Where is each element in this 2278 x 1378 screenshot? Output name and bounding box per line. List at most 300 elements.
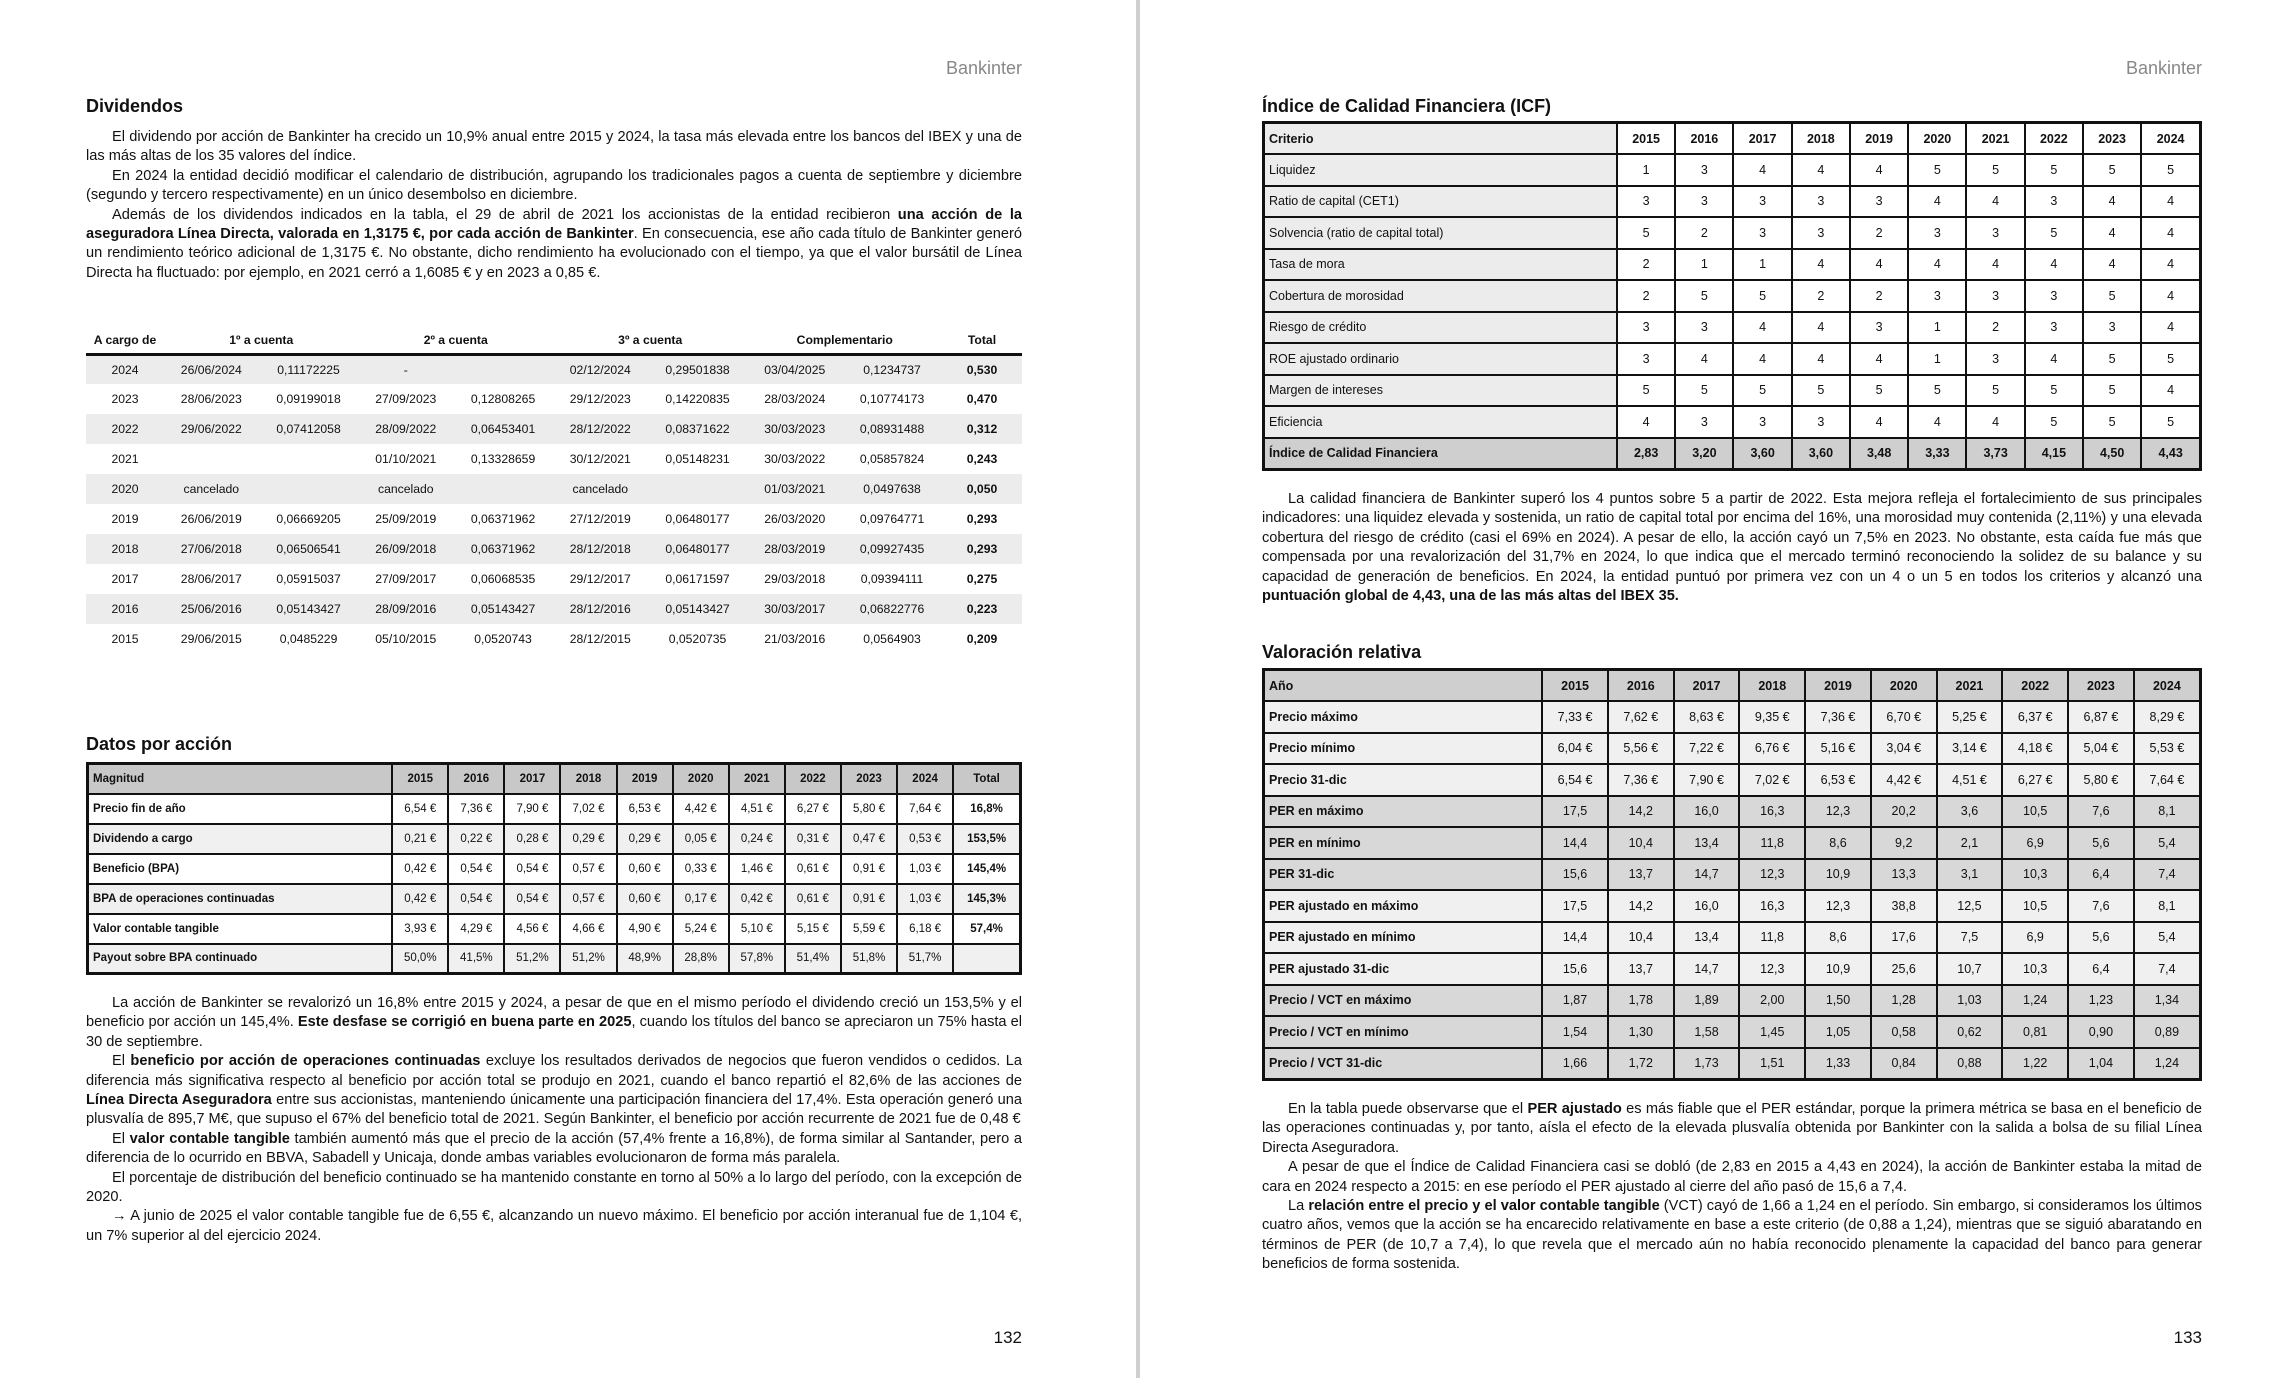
table-row — [1264, 953, 2201, 985]
dividend-cell: 28/12/2016 — [553, 594, 648, 624]
table-row — [88, 884, 1021, 914]
value-cell: 7,90 € — [504, 794, 560, 824]
dividend-cell: 29/03/2018 — [764, 572, 826, 586]
value-cell: 4 — [1617, 406, 1675, 438]
value-cell: 1,46 € — [729, 854, 785, 884]
paragraph: → A junio de 2025 el valor contable tangible fue de 6,55 €, alcanzando un nuevo máximo. El beneficio por acción interanual fue de 1,104 €, un 7% superior al del ejercicio 2024. — [86, 1208, 1022, 1244]
dividend-cell: 01/03/2021 — [747, 474, 842, 504]
value-cell: 6,53 € — [617, 794, 673, 824]
value-cell: 4,66 € — [560, 914, 616, 944]
column-header: 2017 — [504, 764, 560, 794]
value-cell: 14,7 — [1674, 953, 1740, 985]
table-row — [88, 944, 1021, 974]
value-cell: 7,36 € — [448, 794, 504, 824]
value-cell: 6,54 € — [1542, 764, 1608, 796]
value-cell: 0,62 — [1937, 1016, 2003, 1048]
row-label: Margen de intereses — [1264, 375, 1617, 407]
dividend-cell: 26/03/2020 — [764, 512, 826, 526]
value-cell: 0,54 € — [448, 854, 504, 884]
value-cell: 3 — [1966, 343, 2024, 375]
value-cell: 14,7 — [1674, 859, 1740, 891]
value-cell: 11,8 — [1739, 922, 1805, 954]
value-cell: 1,23 — [2068, 985, 2134, 1017]
dividend-cell: 25/09/2019 — [375, 512, 437, 526]
value-cell: 5 — [1617, 217, 1675, 249]
column-header: 2019 — [617, 764, 673, 794]
section-title-icf: Índice de Calidad Financiera (ICF) — [1262, 96, 1552, 116]
row-label: Payout sobre BPA continuado — [88, 944, 393, 974]
dividend-row — [86, 564, 1022, 594]
dividend-cell: 0,0564903 — [863, 632, 921, 646]
value-cell: 4 — [1792, 249, 1850, 281]
table-row — [1264, 1016, 2201, 1048]
value-cell: 2 — [1792, 280, 1850, 312]
value-cell: 12,3 — [1739, 859, 1805, 891]
value-cell: 20,2 — [1871, 796, 1937, 828]
column-header: 2021 — [1966, 123, 2024, 155]
value-cell: 4 — [1908, 186, 1966, 218]
value-cell: 16,3 — [1739, 796, 1805, 828]
value-cell: 0,54 € — [504, 884, 560, 914]
total-cell: 0,312 — [942, 414, 1022, 444]
value-cell: 4 — [2141, 217, 2200, 249]
value-cell: 1,78 — [1608, 985, 1674, 1017]
column-header: 2017 — [1674, 670, 1740, 702]
valoracion-header-row — [1264, 670, 2201, 702]
value-cell: 1 — [1617, 154, 1675, 186]
total-cell: 0,470 — [966, 392, 998, 406]
dividend-row — [86, 414, 1022, 444]
value-cell: 13,7 — [1608, 953, 1674, 985]
dividend-cell — [453, 474, 553, 504]
value-cell: 5 — [1733, 280, 1791, 312]
value-cell: 1,24 — [2134, 1048, 2201, 1080]
total-cell: 0,223 — [942, 594, 1022, 624]
dividend-cell: 01/10/2021 — [375, 452, 437, 466]
value-cell: 8,63 € — [1674, 701, 1740, 733]
value-cell: 8,6 — [1805, 922, 1871, 954]
value-cell: 0,61 € — [785, 854, 841, 884]
row-label: Precio / VCT 31-dic — [1264, 1048, 1543, 1080]
value-cell: 5 — [2141, 406, 2200, 438]
value-cell: 6,04 € — [1542, 733, 1608, 765]
value-cell: 16,0 — [1674, 796, 1740, 828]
table-row — [88, 824, 1021, 854]
value-cell: 0,42 € — [392, 854, 448, 884]
value-cell: 0,29 € — [560, 824, 616, 854]
value-cell: 8,6 — [1805, 827, 1871, 859]
table-row — [1264, 733, 2201, 765]
column-header: A cargo de — [86, 328, 164, 354]
dividend-cell: 29/06/2022 — [164, 414, 259, 444]
row-label: PER ajustado en máximo — [1264, 890, 1543, 922]
total-cell: 0,209 — [966, 632, 998, 646]
dividend-cell: 0,08371622 — [648, 414, 748, 444]
value-cell: 4 — [1792, 154, 1850, 186]
value-cell: 4 — [1908, 406, 1966, 438]
dividend-cell: - — [358, 354, 453, 384]
row-label: Precio / VCT en máximo — [1264, 985, 1543, 1017]
value-cell: 6,37 € — [2002, 701, 2068, 733]
value-cell: 7,6 — [2068, 796, 2134, 828]
column-header: 2015 — [1542, 670, 1608, 702]
dividend-cell — [453, 354, 553, 384]
value-cell: 51,2% — [560, 944, 616, 974]
value-cell: 0,54 € — [504, 854, 560, 884]
value-cell: 5 — [1908, 154, 1966, 186]
value-cell: 1,24 — [2002, 985, 2068, 1017]
value-cell: 4 — [1850, 154, 1908, 186]
column-header: 2016 — [448, 764, 504, 794]
table-row — [1264, 701, 2201, 733]
value-cell: 6,70 € — [1871, 701, 1937, 733]
value-cell: 4 — [1792, 343, 1850, 375]
value-cell: 5 — [1850, 375, 1908, 407]
table-row — [1264, 375, 2201, 407]
value-cell: 4,56 € — [504, 914, 560, 944]
value-cell: 2,1 — [1937, 827, 2003, 859]
value-cell: 14,2 — [1608, 890, 1674, 922]
value-cell: 7,90 € — [1674, 764, 1740, 796]
column-header: 2021 — [1937, 670, 2003, 702]
row-label: Índice de Calidad Financiera — [1264, 438, 1617, 470]
value-cell: 4 — [1966, 406, 2024, 438]
value-cell: 1,03 € — [897, 884, 953, 914]
dividend-row — [86, 504, 1022, 534]
dividend-cell: 0,06453401 — [453, 414, 553, 444]
column-header: 3º a cuenta — [553, 328, 747, 354]
paragraph: El dividendo por acción de Bankinter ha crecido un 10,9% anual entre 2015 y 2024, la tasa más elevada entre los bancos del IBEX y una de las más altas de los 35 valores del índice. — [86, 129, 1022, 165]
table-row — [1264, 890, 2201, 922]
value-cell: 3 — [1792, 217, 1850, 249]
value-cell: 1,89 — [1674, 985, 1740, 1017]
value-cell: 3,73 — [1966, 438, 2024, 470]
value-cell: 5,25 € — [1937, 701, 2003, 733]
value-cell: 0,58 — [1871, 1016, 1937, 1048]
dividends-table-body — [86, 354, 1022, 654]
value-cell: 3,04 € — [1871, 733, 1937, 765]
column-header: 2023 — [841, 764, 897, 794]
value-cell: 0,42 € — [392, 884, 448, 914]
dividend-row — [86, 354, 1022, 384]
value-cell: 48,9% — [617, 944, 673, 974]
value-cell: 1,03 € — [897, 854, 953, 884]
value-cell: 0,28 € — [504, 824, 560, 854]
dividend-cell: 27/09/2017 — [375, 572, 437, 586]
column-header: 2019 — [1850, 123, 1908, 155]
value-cell: 15,6 — [1542, 953, 1608, 985]
dividend-cell: 0,09394111 — [860, 572, 924, 586]
value-cell: 3 — [1675, 312, 1733, 344]
dividend-cell: 0,06669205 — [276, 512, 341, 526]
value-cell: 0,54 € — [448, 884, 504, 914]
value-cell: 5,6 — [2068, 922, 2134, 954]
table-row — [1264, 217, 2201, 249]
value-cell: 7,62 € — [1608, 701, 1674, 733]
value-cell: 6,76 € — [1739, 733, 1805, 765]
value-cell: 4 — [2141, 186, 2200, 218]
total-cell: 0,530 — [942, 354, 1022, 384]
value-cell: 14,2 — [1608, 796, 1674, 828]
value-cell: 3 — [1617, 343, 1675, 375]
table-row — [1264, 827, 2201, 859]
value-cell: 4 — [1850, 343, 1908, 375]
value-cell: 4 — [2025, 249, 2083, 281]
row-label: PER en máximo — [1264, 796, 1543, 828]
value-cell: 4 — [1850, 249, 1908, 281]
row-label: BPA de operaciones continuadas — [88, 884, 393, 914]
dividend-row — [86, 474, 1022, 504]
dividend-cell: 0,06171597 — [665, 572, 730, 586]
dividend-cell: 0,12808265 — [470, 392, 536, 406]
value-cell: 17,5 — [1542, 890, 1608, 922]
value-cell: 0,29 € — [617, 824, 673, 854]
dividend-cell: 03/04/2025 — [747, 354, 842, 384]
value-cell: 3 — [1966, 280, 2024, 312]
total-cell: 0,275 — [966, 572, 998, 586]
row-label: Liquidez — [1264, 154, 1617, 186]
value-cell: 4 — [1733, 312, 1791, 344]
value-cell: 3 — [1733, 406, 1791, 438]
column-header: 2016 — [1608, 670, 1674, 702]
value-cell: 3 — [1792, 406, 1850, 438]
value-cell: 2 — [1617, 280, 1675, 312]
row-label: PER ajustado 31-dic — [1264, 953, 1543, 985]
value-cell: 14,4 — [1542, 827, 1608, 859]
value-cell: 3 — [1675, 186, 1733, 218]
value-cell: 7,4 — [2134, 953, 2201, 985]
dividend-cell: 28/03/2019 — [747, 534, 842, 564]
dividend-cell: 0,05143427 — [453, 594, 553, 624]
value-cell: 4,42 € — [1871, 764, 1937, 796]
column-header: 2018 — [560, 764, 616, 794]
value-cell: 3 — [2025, 186, 2083, 218]
table-row — [1264, 312, 2201, 344]
value-cell: 4,43 — [2141, 438, 2200, 470]
value-cell: 0,88 — [1937, 1048, 2003, 1080]
dividend-cell: 29/06/2015 — [180, 632, 242, 646]
value-cell: 4,29 € — [448, 914, 504, 944]
running-head: Bankinter — [945, 58, 1022, 78]
value-cell: 5,6 — [2068, 827, 2134, 859]
dividend-cell: 26/09/2018 — [358, 534, 453, 564]
value-cell: 11,8 — [1739, 827, 1805, 859]
value-cell: 10,5 — [2002, 890, 2068, 922]
dividends-table — [86, 328, 1022, 654]
dividend-cell: 0,05143427 — [648, 594, 748, 624]
dividend-cell: 30/03/2022 — [764, 452, 826, 466]
value-cell: 12,3 — [1805, 890, 1871, 922]
column-header: 2019 — [1805, 670, 1871, 702]
value-cell: 10,9 — [1805, 859, 1871, 891]
value-cell: 4 — [2141, 375, 2200, 407]
row-label: Valor contable tangible — [88, 914, 393, 944]
dividend-cell: 28/03/2024 — [764, 392, 826, 406]
dividend-cell: 26/06/2019 — [180, 512, 242, 526]
value-cell: 6,54 € — [392, 794, 448, 824]
value-cell: 4,90 € — [617, 914, 673, 944]
value-cell: 0,42 € — [729, 884, 785, 914]
dividend-cell: 30/12/2021 — [569, 452, 631, 466]
value-cell: 1,54 — [1542, 1016, 1608, 1048]
total-cell: 0,293 — [942, 534, 1022, 564]
table-row — [1264, 922, 2201, 954]
dividend-cell: 0,13328659 — [470, 452, 536, 466]
dividend-cell: 0,10774173 — [859, 392, 925, 406]
row-label: Precio máximo — [1264, 701, 1543, 733]
value-cell: 12,3 — [1739, 953, 1805, 985]
value-cell: 3 — [1675, 154, 1733, 186]
value-cell: 0,91 € — [841, 884, 897, 914]
value-cell: 12,3 — [1805, 796, 1871, 828]
paragraph: La relación entre el precio y el valor contable tangible (VCT) cayó de 1,66 a 1,24 en el período. Sin embargo, si consideramos los últimos cuatro años, vemos que la acción se ha encarecido relativamente en base a este criterio (de 0,88 a 1,24), mientras que se siguió abaratando en términos de PER (de 10,7 a 7,4), lo que revela que el mercado aún no había reconocido plenamente la capacidad del banco para generar beneficios de forma sostenida. — [1262, 1198, 2202, 1273]
dividend-cell — [164, 444, 259, 474]
dividend-cell: 0,11172225 — [259, 354, 359, 384]
value-cell: 3 — [2025, 312, 2083, 344]
column-header: 2016 — [1675, 123, 1733, 155]
value-cell: 10,3 — [2002, 859, 2068, 891]
dividend-cell: 0,06822776 — [842, 594, 942, 624]
value-cell: 4 — [1675, 343, 1733, 375]
value-cell: 1,45 — [1739, 1016, 1805, 1048]
paragraph: En la tabla puede observarse que el PER ajustado es más fiable que el PER estándar, porque la primera métrica se basa en el beneficio de las operaciones continuadas y, por tanto, aísla el efecto de la elevada plusvalía obtenida por Bankinter con la salida a bolsa de su filial Línea Directa Aseguradora. — [1262, 1101, 2203, 1156]
year-cell: 2024 — [86, 354, 164, 384]
dividend-cell: 0,05915037 — [276, 572, 341, 586]
table-row — [1264, 154, 2201, 186]
value-cell: 4,51 € — [1937, 764, 2003, 796]
value-cell: 41,5% — [448, 944, 504, 974]
value-cell: 2,00 — [1739, 985, 1805, 1017]
total-cell: 0,243 — [966, 452, 998, 466]
section-title-dividendos: Dividendos — [86, 96, 184, 116]
value-cell: 5 — [2025, 217, 2083, 249]
value-cell: 15,6 — [1542, 859, 1608, 891]
year-cell: 2018 — [86, 534, 164, 564]
value-cell: 1,03 — [1937, 985, 2003, 1017]
table-row — [1264, 280, 2201, 312]
dividend-cell: 0,06480177 — [648, 534, 748, 564]
datos-header-row — [88, 764, 1021, 794]
row-label: PER en mínimo — [1264, 827, 1543, 859]
value-cell: 1,72 — [1608, 1048, 1674, 1080]
value-cell: 4,42 € — [673, 794, 729, 824]
value-cell: 0,90 — [2068, 1016, 2134, 1048]
value-cell: 13,4 — [1674, 922, 1740, 954]
year-cell: 2019 — [111, 512, 139, 526]
value-cell: 1,51 — [1739, 1048, 1805, 1080]
total-cell: 0,293 — [966, 512, 998, 526]
value-cell: 8,1 — [2134, 890, 2201, 922]
value-cell — [953, 944, 1020, 974]
value-cell: 3,93 € — [392, 914, 448, 944]
value-cell: 38,8 — [1871, 890, 1937, 922]
value-cell: 13,4 — [1674, 827, 1740, 859]
value-cell: 12,5 — [1937, 890, 2003, 922]
value-cell: 3,1 — [1937, 859, 2003, 891]
value-cell: 4 — [1733, 154, 1791, 186]
value-cell: 3 — [1966, 217, 2024, 249]
dividend-cell: 0,0497638 — [842, 474, 942, 504]
row-label: Precio fin de año — [88, 794, 393, 824]
dividend-cell: 30/03/2023 — [747, 414, 842, 444]
value-cell: 4 — [1733, 343, 1791, 375]
value-cell: 7,4 — [2134, 859, 2201, 891]
row-label: Riesgo de crédito — [1264, 312, 1617, 344]
table-row — [88, 854, 1021, 884]
value-cell: 4 — [2141, 280, 2200, 312]
dividend-cell: 25/06/2016 — [164, 594, 259, 624]
value-cell: 10,4 — [1608, 922, 1674, 954]
row-label: Precio 31-dic — [1264, 764, 1543, 796]
dividend-cell: 0,0520743 — [474, 632, 532, 646]
value-cell: 0,81 — [2002, 1016, 2068, 1048]
dividend-cell: cancelado — [358, 474, 453, 504]
column-header: 2023 — [2083, 123, 2141, 155]
value-cell: 145,4% — [953, 854, 1020, 884]
dividend-cell: 05/10/2015 — [375, 632, 437, 646]
value-cell: 6,87 € — [2068, 701, 2134, 733]
value-cell: 6,53 € — [1805, 764, 1871, 796]
dividend-cell: 30/03/2017 — [747, 594, 842, 624]
dividend-cell: 0,06371962 — [470, 512, 536, 526]
dividend-cell: 0,06506541 — [259, 534, 359, 564]
value-cell: 4 — [1966, 186, 2024, 218]
value-cell: 7,36 € — [1805, 701, 1871, 733]
value-cell: 13,7 — [1608, 859, 1674, 891]
dividend-cell: 0,06068535 — [470, 572, 536, 586]
icf-header-row — [1264, 123, 2201, 155]
row-label: PER ajustado en mínimo — [1264, 922, 1543, 954]
row-label: Dividendo a cargo — [88, 824, 393, 854]
value-cell: 8,29 € — [2134, 701, 2201, 733]
value-cell: 1 — [1908, 343, 1966, 375]
value-cell: 5 — [2083, 280, 2141, 312]
value-cell: 1,50 — [1805, 985, 1871, 1017]
column-header: 2018 — [1792, 123, 1850, 155]
table-row — [1264, 406, 2201, 438]
dividend-cell: 27/12/2019 — [569, 512, 631, 526]
value-cell: 4,51 € — [729, 794, 785, 824]
icf-table — [1262, 121, 2202, 471]
table-row — [88, 794, 1021, 824]
section-title-datos-accion: Datos por acción — [86, 734, 233, 754]
column-header: 2023 — [2068, 670, 2134, 702]
dividend-cell: 28/09/2016 — [358, 594, 453, 624]
row-label: Solvencia (ratio de capital total) — [1264, 217, 1617, 249]
value-cell: 3 — [1908, 280, 1966, 312]
value-cell: 0,47 € — [841, 824, 897, 854]
year-cell: 2016 — [86, 594, 164, 624]
value-cell: 5,80 € — [2068, 764, 2134, 796]
value-cell: 5,04 € — [2068, 733, 2134, 765]
value-cell: 4 — [2083, 186, 2141, 218]
value-cell: 5,59 € — [841, 914, 897, 944]
column-header: 2024 — [2141, 123, 2200, 155]
value-cell: 14,4 — [1542, 922, 1608, 954]
dividend-cell: cancelado — [164, 474, 259, 504]
value-cell: 6,4 — [2068, 953, 2134, 985]
column-header: 2020 — [673, 764, 729, 794]
value-cell: 1,04 — [2068, 1048, 2134, 1080]
value-cell: 5 — [1966, 154, 2024, 186]
paragraph: La calidad financiera de Bankinter superó los 4 puntos sobre 5 a partir de 2022. Esta mejora refleja el fortalecimiento de sus principales indicadores: una liquidez elevada y sostenida, un ratio de capital total por encima del 16%, una morosidad muy contenida (2,11%) y una elevada cobertura del riesgo de crédito (casi el 69% en 2024). A pesar de ello, la acción cayó un 7,5% en 2023. No obstante, esta caída fue más que compensada por una revalorización del 31,7% en 2024, lo que indica que el mercado terminó reconociendo la solidez de su balance y su capacidad de generación de beneficios. En 2024, la entidad puntuó por primera vez con un 4 o un 5 en todos los criterios y alcanzó una puntuación global de 4,43, una de las más altas del IBEX 35. — [1262, 491, 2202, 605]
value-cell: 4 — [1966, 249, 2024, 281]
value-cell: 1,33 — [1805, 1048, 1871, 1080]
value-cell: 6,4 — [2068, 859, 2134, 891]
table-row — [1264, 859, 2201, 891]
dividend-cell: 0,06480177 — [665, 512, 730, 526]
dividend-cell: 21/03/2016 — [764, 632, 826, 646]
